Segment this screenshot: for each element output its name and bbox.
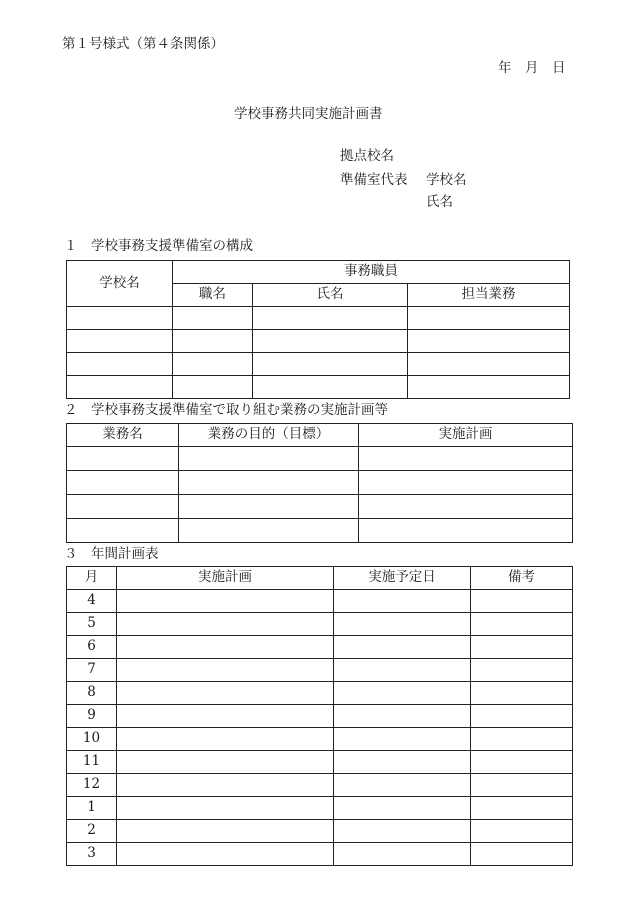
cell[interactable] bbox=[471, 774, 573, 797]
cell[interactable] bbox=[67, 447, 179, 471]
cell[interactable] bbox=[334, 613, 471, 636]
cell[interactable] bbox=[471, 751, 573, 774]
cell[interactable] bbox=[408, 330, 570, 353]
cell[interactable] bbox=[408, 307, 570, 330]
header-task-name: 業務名 bbox=[67, 424, 179, 447]
header-duties: 担当業務 bbox=[408, 284, 570, 307]
cell[interactable] bbox=[471, 820, 573, 843]
date-line: 年 月 日 bbox=[498, 60, 566, 76]
section2-heading: ２ 学校事務支援準備室で取り組む業務の実施計画等 bbox=[64, 402, 388, 418]
cell[interactable] bbox=[179, 447, 359, 471]
base-school-label: 拠点校名 bbox=[340, 148, 394, 164]
cell[interactable] bbox=[117, 774, 334, 797]
table-row bbox=[67, 636, 573, 659]
cell[interactable] bbox=[173, 353, 253, 376]
header-purpose: 業務の目的（目標） bbox=[179, 424, 359, 447]
cell[interactable] bbox=[359, 447, 573, 471]
header-plan: 実施計画 bbox=[359, 424, 573, 447]
table-row bbox=[67, 447, 573, 471]
cell[interactable] bbox=[67, 376, 173, 399]
month-cell: 9 bbox=[67, 705, 117, 728]
header-month: 月 bbox=[67, 567, 117, 590]
table-row bbox=[67, 307, 570, 330]
table-row bbox=[67, 613, 573, 636]
cell[interactable] bbox=[117, 636, 334, 659]
table-row bbox=[67, 590, 573, 613]
header-plan: 実施計画 bbox=[117, 567, 334, 590]
table-row bbox=[67, 519, 573, 543]
cell[interactable] bbox=[408, 353, 570, 376]
cell[interactable] bbox=[173, 376, 253, 399]
table-row bbox=[67, 495, 573, 519]
table-row bbox=[67, 376, 570, 399]
table-row bbox=[67, 330, 570, 353]
month-cell: 8 bbox=[67, 682, 117, 705]
cell[interactable] bbox=[253, 376, 408, 399]
header-clerical-staff: 事務職員 bbox=[173, 261, 570, 284]
cell[interactable] bbox=[117, 728, 334, 751]
header-school-name: 学校名 bbox=[67, 261, 173, 307]
cell[interactable] bbox=[117, 590, 334, 613]
cell[interactable] bbox=[334, 636, 471, 659]
header-position: 職名 bbox=[173, 284, 253, 307]
cell[interactable] bbox=[117, 820, 334, 843]
cell[interactable] bbox=[408, 376, 570, 399]
table-row bbox=[67, 843, 573, 866]
cell[interactable] bbox=[117, 682, 334, 705]
table-row bbox=[67, 728, 573, 751]
cell[interactable] bbox=[334, 820, 471, 843]
cell[interactable] bbox=[334, 751, 471, 774]
cell[interactable] bbox=[471, 705, 573, 728]
cell[interactable] bbox=[471, 659, 573, 682]
header-scheduled-date: 実施予定日 bbox=[334, 567, 471, 590]
cell[interactable] bbox=[253, 353, 408, 376]
table-row bbox=[67, 353, 570, 376]
month-cell: 4 bbox=[67, 590, 117, 613]
cell[interactable] bbox=[334, 705, 471, 728]
cell[interactable] bbox=[471, 728, 573, 751]
cell[interactable] bbox=[334, 659, 471, 682]
cell[interactable] bbox=[334, 682, 471, 705]
table-row bbox=[67, 659, 573, 682]
cell[interactable] bbox=[67, 307, 173, 330]
month-cell: 6 bbox=[67, 636, 117, 659]
cell[interactable] bbox=[471, 613, 573, 636]
table-row bbox=[67, 682, 573, 705]
cell[interactable] bbox=[179, 495, 359, 519]
month-cell: 7 bbox=[67, 659, 117, 682]
annual-plan-table bbox=[66, 566, 573, 866]
cell[interactable] bbox=[334, 728, 471, 751]
form-number: 第１号様式（第４条関係） bbox=[62, 36, 224, 52]
cell[interactable] bbox=[67, 519, 179, 543]
month-cell: 1 bbox=[67, 797, 117, 820]
table-row bbox=[67, 797, 573, 820]
cell[interactable] bbox=[334, 843, 471, 866]
table-row bbox=[67, 471, 573, 495]
cell[interactable] bbox=[359, 495, 573, 519]
cell[interactable] bbox=[117, 751, 334, 774]
composition-table bbox=[66, 260, 570, 399]
month-cell: 3 bbox=[67, 843, 117, 866]
table-header-row bbox=[67, 261, 570, 284]
cell[interactable] bbox=[334, 774, 471, 797]
cell[interactable] bbox=[359, 471, 573, 495]
table-row bbox=[67, 820, 573, 843]
school-name-label: 学校名 bbox=[426, 172, 467, 188]
section3-heading: ３ 年間計画表 bbox=[64, 546, 159, 562]
month-cell: 12 bbox=[67, 774, 117, 797]
cell[interactable] bbox=[471, 843, 573, 866]
task-plan-table bbox=[66, 423, 573, 543]
cell[interactable] bbox=[173, 307, 253, 330]
section1-heading: １ 学校事務支援準備室の構成 bbox=[64, 238, 253, 254]
representative-label: 準備室代表 bbox=[340, 172, 408, 188]
cell[interactable] bbox=[179, 471, 359, 495]
cell[interactable] bbox=[253, 330, 408, 353]
cell[interactable] bbox=[67, 495, 179, 519]
table-row bbox=[67, 751, 573, 774]
table-header-row bbox=[67, 567, 573, 590]
cell[interactable] bbox=[117, 659, 334, 682]
month-cell: 11 bbox=[67, 751, 117, 774]
month-cell: 10 bbox=[67, 728, 117, 751]
month-cell: 2 bbox=[67, 820, 117, 843]
header-remarks: 備考 bbox=[471, 567, 573, 590]
cell[interactable] bbox=[359, 519, 573, 543]
cell[interactable] bbox=[471, 682, 573, 705]
cell[interactable] bbox=[117, 843, 334, 866]
cell[interactable] bbox=[179, 519, 359, 543]
cell[interactable] bbox=[117, 705, 334, 728]
month-cell: 5 bbox=[67, 613, 117, 636]
table-row bbox=[67, 705, 573, 728]
cell[interactable] bbox=[334, 590, 471, 613]
name-label: 氏名 bbox=[426, 194, 453, 210]
header-name: 氏名 bbox=[253, 284, 408, 307]
table-row bbox=[67, 774, 573, 797]
cell[interactable] bbox=[334, 797, 471, 820]
cell[interactable] bbox=[67, 353, 173, 376]
cell[interactable] bbox=[117, 797, 334, 820]
cell[interactable] bbox=[253, 307, 408, 330]
table-header-row bbox=[67, 424, 573, 447]
cell[interactable] bbox=[173, 330, 253, 353]
cell[interactable] bbox=[67, 471, 179, 495]
cell[interactable] bbox=[67, 330, 173, 353]
cell[interactable] bbox=[471, 797, 573, 820]
cell[interactable] bbox=[471, 636, 573, 659]
document-title: 学校事務共同実施計画書 bbox=[234, 106, 383, 122]
cell[interactable] bbox=[117, 613, 334, 636]
cell[interactable] bbox=[471, 590, 573, 613]
